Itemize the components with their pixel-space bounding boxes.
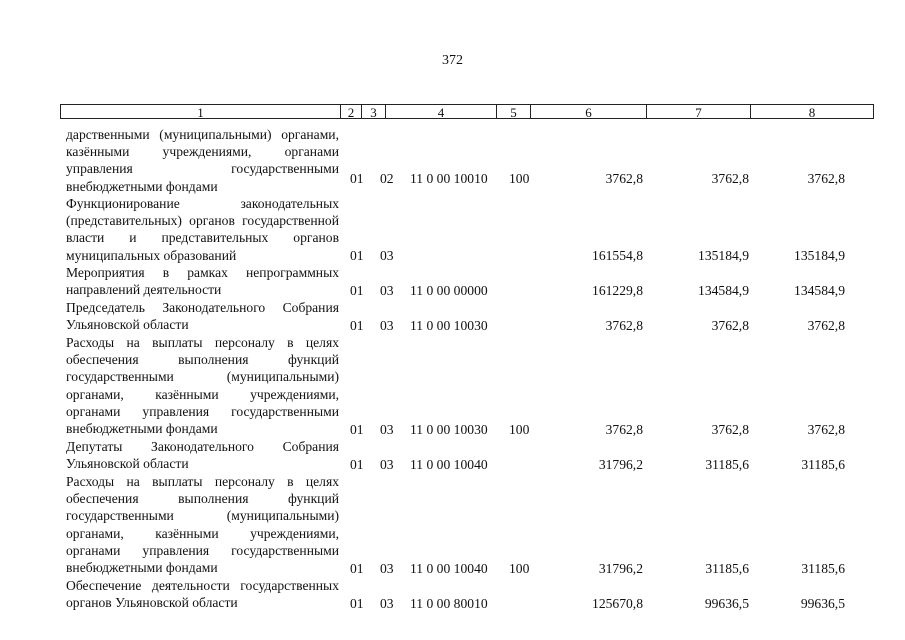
cell-pr: 03	[380, 248, 394, 263]
header-col-1: 1	[60, 104, 341, 119]
row-description: Расходы на выплаты персоналу в целях обеспечения выполнения функций государственными (муниципальными) органами, казёнными учреждениями, органами управления государственными внебюджетными фондами	[66, 335, 339, 437]
cell-rz: 01	[350, 561, 364, 576]
cell-sum-7: 135184,9	[698, 248, 749, 263]
row-description: Мероприятия в рамках непрограммных направлений деятельности	[66, 265, 339, 298]
table-row	[0, 438, 905, 473]
table-row	[0, 577, 905, 612]
cell-csr: 11 0 00 10030	[410, 318, 488, 333]
cell-rz: 01	[350, 422, 364, 437]
page-number: 372	[442, 53, 463, 68]
cell-sum-8: 99636,5	[800, 596, 845, 611]
cell-sum-8: 3762,8	[807, 422, 845, 437]
cell-sum-8: 135184,9	[794, 248, 845, 263]
cell-sum-7: 3762,8	[711, 422, 749, 437]
header-col-6: 6	[530, 104, 647, 119]
cell-rz: 01	[350, 283, 364, 298]
row-description: Функционирование законодательных (представительных) органов государственной власти и представительных органов муниципальных образований	[66, 196, 339, 263]
cell-pr: 03	[380, 596, 394, 611]
table-row	[0, 299, 905, 334]
cell-vr: 100	[509, 171, 530, 186]
cell-pr: 02	[380, 171, 394, 186]
cell-pr: 03	[380, 422, 394, 437]
cell-csr: 11 0 00 10040	[410, 457, 488, 472]
header-col-3: 3	[361, 104, 386, 119]
header-col-7: 7	[646, 104, 751, 119]
header-col-8: 8	[750, 104, 874, 119]
cell-sum-6: 161554,8	[592, 248, 643, 263]
cell-sum-8: 31185,6	[801, 457, 845, 472]
cell-sum-6: 161229,8	[592, 283, 643, 298]
header-col-4: 4	[385, 104, 497, 119]
header-col-5: 5	[496, 104, 531, 119]
cell-sum-6: 31796,2	[598, 561, 643, 576]
cell-sum-6: 3762,8	[605, 318, 643, 333]
row-description: Депутаты Законодательного Собрания Ульяновской области	[66, 439, 339, 472]
row-description: Расходы на выплаты персоналу в целях обеспечения выполнения функций государственными (муниципальными) органами, казёнными учреждениями, органами управления государственными внебюджетными фондами	[66, 474, 339, 576]
cell-sum-6: 3762,8	[605, 171, 643, 186]
cell-csr: 11 0 00 10010	[410, 171, 488, 186]
cell-rz: 01	[350, 171, 364, 186]
cell-csr: 11 0 00 10030	[410, 422, 488, 437]
cell-sum-8: 134584,9	[794, 283, 845, 298]
table-header	[60, 104, 874, 121]
cell-sum-7: 134584,9	[698, 283, 749, 298]
cell-sum-6: 31796,2	[598, 457, 643, 472]
cell-sum-8: 31185,6	[801, 561, 845, 576]
cell-rz: 01	[350, 318, 364, 333]
cell-rz: 01	[350, 596, 364, 611]
cell-pr: 03	[380, 318, 394, 333]
row-description: дарственными (муниципальными) органами, казёнными учреждениями, органами управления государственными внебюджетными фондами	[66, 127, 339, 194]
table-row	[0, 264, 905, 299]
header-col-2: 2	[340, 104, 362, 119]
row-description: Обеспечение деятельности государственных органов Ульяновской области	[66, 578, 339, 611]
cell-sum-7: 99636,5	[704, 596, 749, 611]
cell-vr: 100	[509, 422, 530, 437]
table-row	[0, 473, 905, 577]
cell-vr: 100	[509, 561, 530, 576]
cell-pr: 03	[380, 283, 394, 298]
cell-sum-7: 3762,8	[711, 171, 749, 186]
cell-rz: 01	[350, 248, 364, 263]
cell-sum-8: 3762,8	[807, 318, 845, 333]
cell-rz: 01	[350, 457, 364, 472]
cell-csr: 11 0 00 00000	[410, 283, 488, 298]
cell-sum-6: 3762,8	[605, 422, 643, 437]
cell-sum-8: 3762,8	[807, 171, 845, 186]
cell-csr: 11 0 00 10040	[410, 561, 488, 576]
cell-sum-7: 31185,6	[705, 561, 749, 576]
row-description: Председатель Законодательного Собрания Ульяновской области	[66, 300, 339, 333]
table-row	[0, 126, 905, 195]
cell-pr: 03	[380, 457, 394, 472]
cell-pr: 03	[380, 561, 394, 576]
table-row	[0, 334, 905, 438]
cell-sum-6: 125670,8	[592, 596, 643, 611]
cell-sum-7: 31185,6	[705, 457, 749, 472]
table-row	[0, 195, 905, 264]
cell-csr: 11 0 00 80010	[410, 596, 488, 611]
cell-sum-7: 3762,8	[711, 318, 749, 333]
